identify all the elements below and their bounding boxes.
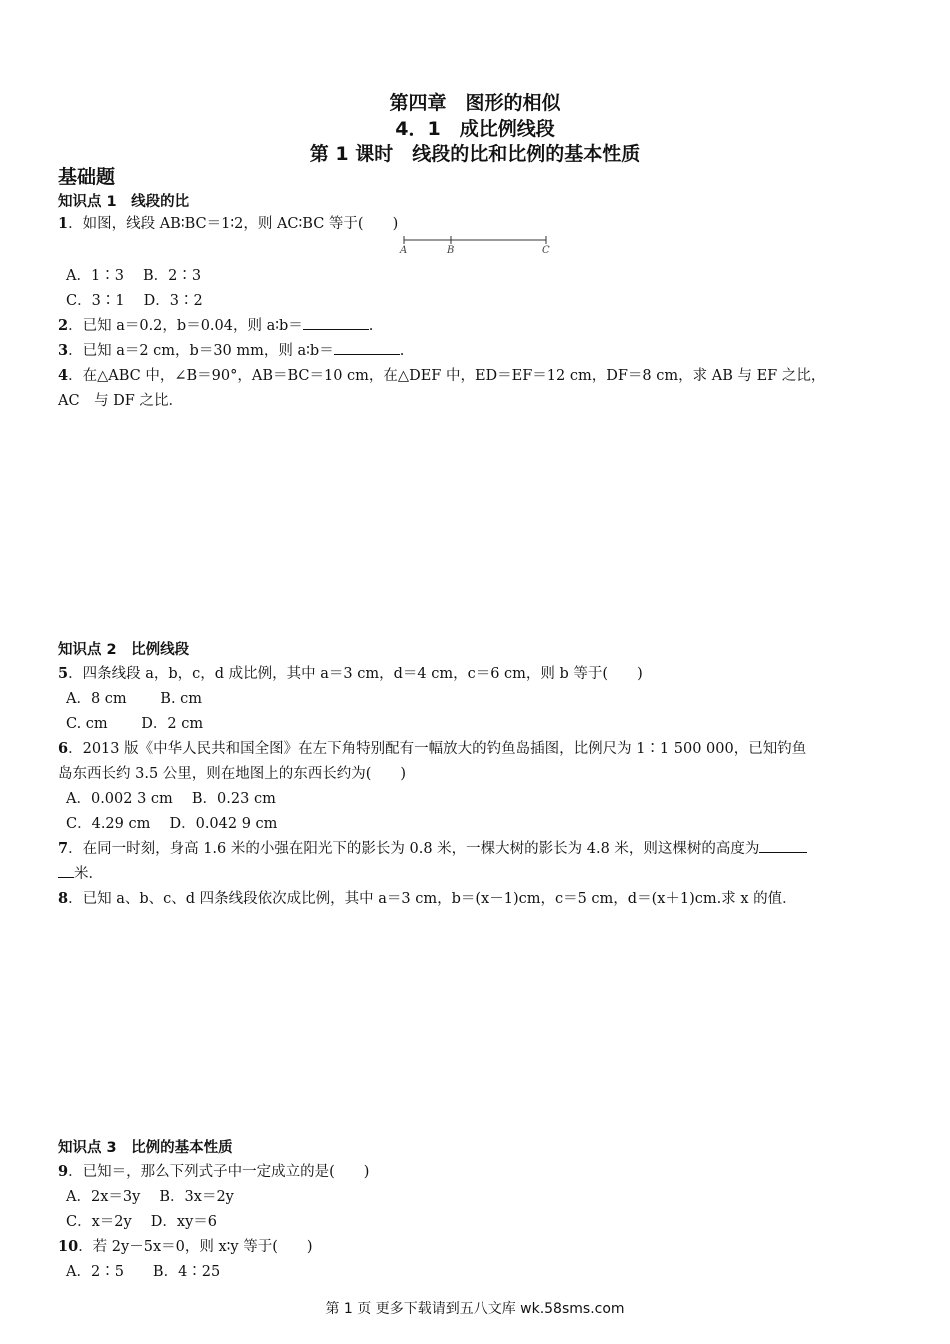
question-7 <box>58 837 807 858</box>
basic-heading: 基础题 <box>58 166 116 188</box>
question-4 <box>58 364 825 385</box>
knowledge-point-2: 知识点 2 比例线段 <box>58 642 190 658</box>
question-text: ．已知 a、b、c、d 四条线段依次成比例，其中 a＝3 cm，b＝(x－1)cm，c＝5 cm，d＝(x＋1)cm.求 x 的值． <box>68 891 797 907</box>
question-number: 5 <box>58 665 69 682</box>
question-number: 10 <box>58 1238 79 1255</box>
question-number: 9 <box>58 1163 69 1180</box>
question-5-options-row-1: A．8 cm B. cm <box>66 691 203 707</box>
question-6-options-row-1: A．0.002 3 cm B．0.23 cm <box>66 791 276 807</box>
question-10-options-row-1: A．2∶5 B．4∶25 <box>66 1264 221 1280</box>
question-9-options-row-2: C．x＝2y D．xy＝6 <box>66 1214 218 1230</box>
question-end: . <box>368 318 374 334</box>
knowledge-point-3: 知识点 3 比例的基本性质 <box>58 1140 233 1156</box>
question-end: . <box>399 343 405 359</box>
lesson-title: 第 1 课时 线段的比和比例的基本性质 <box>309 143 641 165</box>
question-3 <box>58 339 404 360</box>
question-6-line-2: 岛东西长约 3.5 公里，则在地图上的东西长约为( ) <box>58 766 407 782</box>
question-text: 米． <box>74 866 103 882</box>
chapter-title: 第四章 图形的相似 <box>389 92 561 114</box>
question-number: 4 <box>58 367 69 384</box>
question-text: ．已知＝，那么下列式子中一定成立的是( ) <box>68 1164 370 1180</box>
answer-blank <box>759 838 807 853</box>
question-5 <box>58 662 643 683</box>
question-6 <box>58 737 806 758</box>
question-text: ．在△ABC 中，∠B＝90°，AB＝BC＝10 cm，在△DEF 中，ED＝EF＝12 cm，DF＝8 cm，求 AB 与 EF 之比， <box>68 368 826 384</box>
question-number: 2 <box>58 317 69 334</box>
question-6-options-row-2: C．4.29 cm D．0.042 9 cm <box>66 816 278 832</box>
question-number: 3 <box>58 342 69 359</box>
question-text: ．如图，线段 AB∶BC＝1∶2，则 AC∶BC 等于( ) <box>68 216 399 232</box>
question-9-options-row-1: A．2x＝3y B．3x＝2y <box>66 1189 234 1205</box>
answer-blank <box>334 340 400 355</box>
question-1-options-row-1: A．1∶3 B．2∶3 <box>66 268 202 284</box>
point-label-c: C <box>542 245 550 256</box>
answer-blank <box>58 863 74 878</box>
question-10 <box>58 1235 313 1256</box>
point-label-a: A <box>400 245 408 256</box>
question-text: ．四条线段 a，b，c，d 成比例，其中 a＝3 cm，d＝4 cm，c＝6 cm，则 b 等于( ) <box>68 666 643 682</box>
page-footer: 第 1 页 更多下载请到五八文库 wk.58sms.com <box>325 1301 625 1317</box>
question-8 <box>58 887 797 908</box>
question-4-line-2: AC 与 DF 之比． <box>58 393 183 409</box>
question-number: 6 <box>58 740 69 757</box>
question-1-options-row-2: C．3∶1 D．3∶2 <box>66 293 203 309</box>
question-number: 8 <box>58 890 69 907</box>
question-text: ．已知 a＝2 cm，b＝30 mm，则 a∶b＝ <box>68 343 334 359</box>
question-5-options-row-2: C. cm D．2 cm <box>66 716 204 732</box>
question-2 <box>58 314 373 335</box>
question-7-line-2 <box>58 862 103 883</box>
point-label-b: B <box>447 245 455 256</box>
question-text: ．已知 a＝0.2，b＝0.04，则 a∶b＝ <box>68 318 303 334</box>
question-1 <box>58 212 398 233</box>
question-9 <box>58 1160 369 1181</box>
question-text: ．在同一时刻，身高 1.6 米的小强在阳光下的影长为 0.8 米，一棵大树的影长为 4.8 米，则这棵树的高度为 <box>68 841 760 857</box>
question-number: 7 <box>58 840 69 857</box>
knowledge-point-1: 知识点 1 线段的比 <box>58 194 190 210</box>
segment-figure <box>396 232 556 256</box>
section-title: 4．1 成比例线段 <box>395 118 555 140</box>
question-text: ．若 2y－5x＝0，则 x∶y 等于( ) <box>78 1239 313 1255</box>
answer-blank <box>303 315 369 330</box>
question-text: ．2013 版《中华人民共和国全图》在左下角特别配有一幅放大的钓鱼岛插图，比例尺为 1∶1 500 000，已知钓鱼 <box>68 741 807 757</box>
question-number: 1 <box>58 215 69 232</box>
